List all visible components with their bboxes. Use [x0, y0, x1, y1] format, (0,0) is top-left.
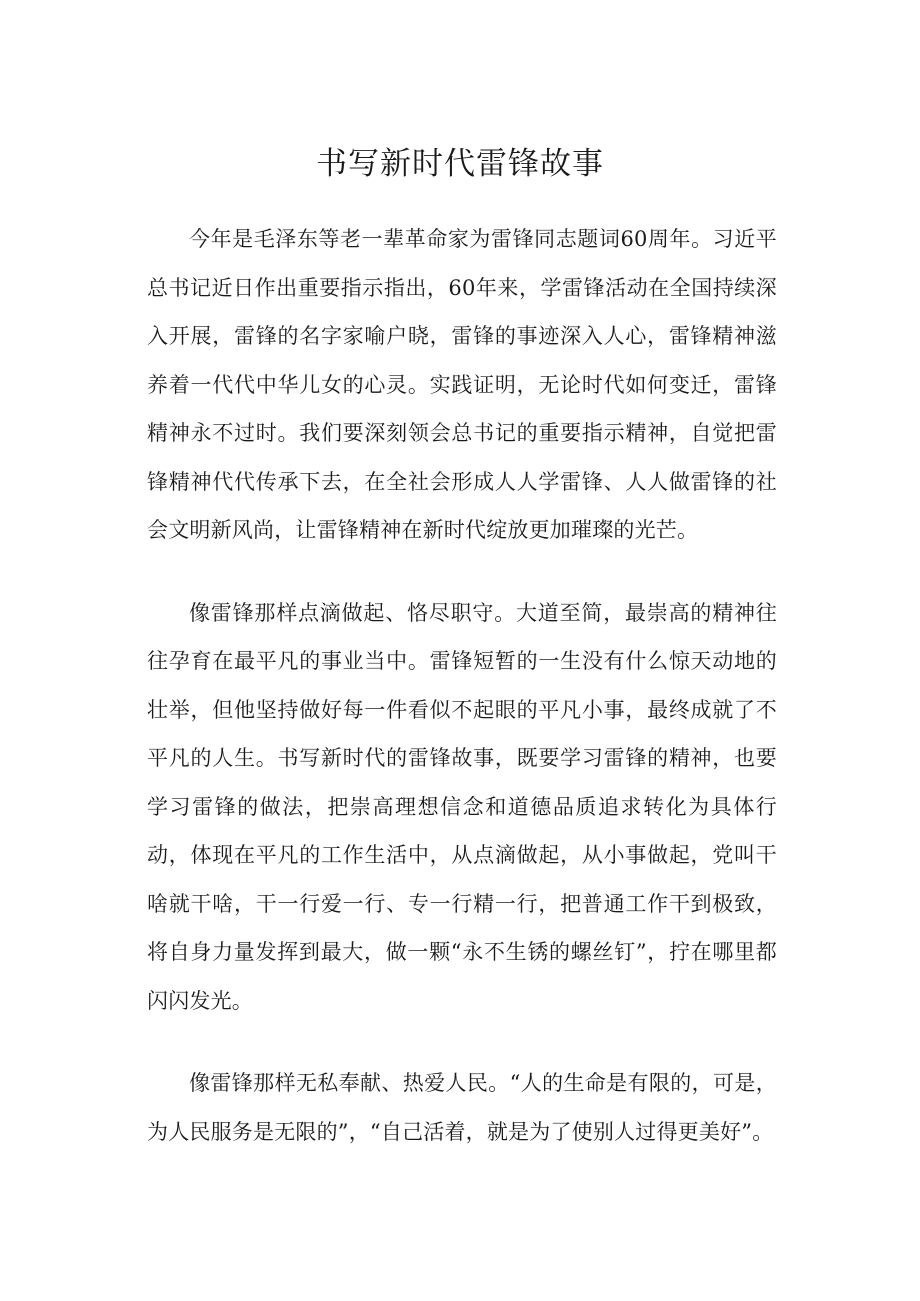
- paragraph-2: 像雷锋那样点滴做起、恪尽职守。大道至简，最崇高的精神往往孕育在最平凡的事业当中。雷锋短暂的一生没有什么惊天动地的壮举，但他坚持做好每一件看似不起眼的平凡小事，最终成就了不平凡的人生。书写新时代的雷锋故事，既要学习雷锋的精神，也要学习雷锋的做法，把崇高理想信念和道德品质追求转化为具体行动，体现在平凡的工作生活中，从点滴做起，从小事做起，党叫干啥就干啥，干一行爱一行、专一行精一行，把普通工作干到极致，将自身力量发挥到最大，做一颗“永不生锈的螺丝钉”，拧在哪里都闪闪发光。: [147, 600, 777, 1013]
- document-body: [147, 215, 777, 1156]
- document-title: 书写新时代雷锋故事: [316, 146, 604, 182]
- paragraph-1: 今年是毛泽东等老一辈革命家为雷锋同志题词60周年。习近平总书记近日作出重要指示指出，60年来，学雷锋活动在全国持续深入开展，雷锋的名字家喻户晓，雷锋的事迹深入人心，雷锋精神滋养着一代代中华儿女的心灵。实践证明，无论时代如何变迁，雷锋精神永不过时。我们要深刻领会总书记的重要指示精神，自觉把雷锋精神代代传承下去，在全社会形成人人学雷锋、人人做雷锋的社会文明新风尚，让雷锋精神在新时代绽放更加璀璨的光芒。: [147, 227, 777, 542]
- paragraph-3: 像雷锋那样无私奉献、热爱人民。“人的生命是有限的，可是，为人民服务是无限的”，“自己活着，就是为了使别人过得更美好”。: [147, 1071, 777, 1144]
